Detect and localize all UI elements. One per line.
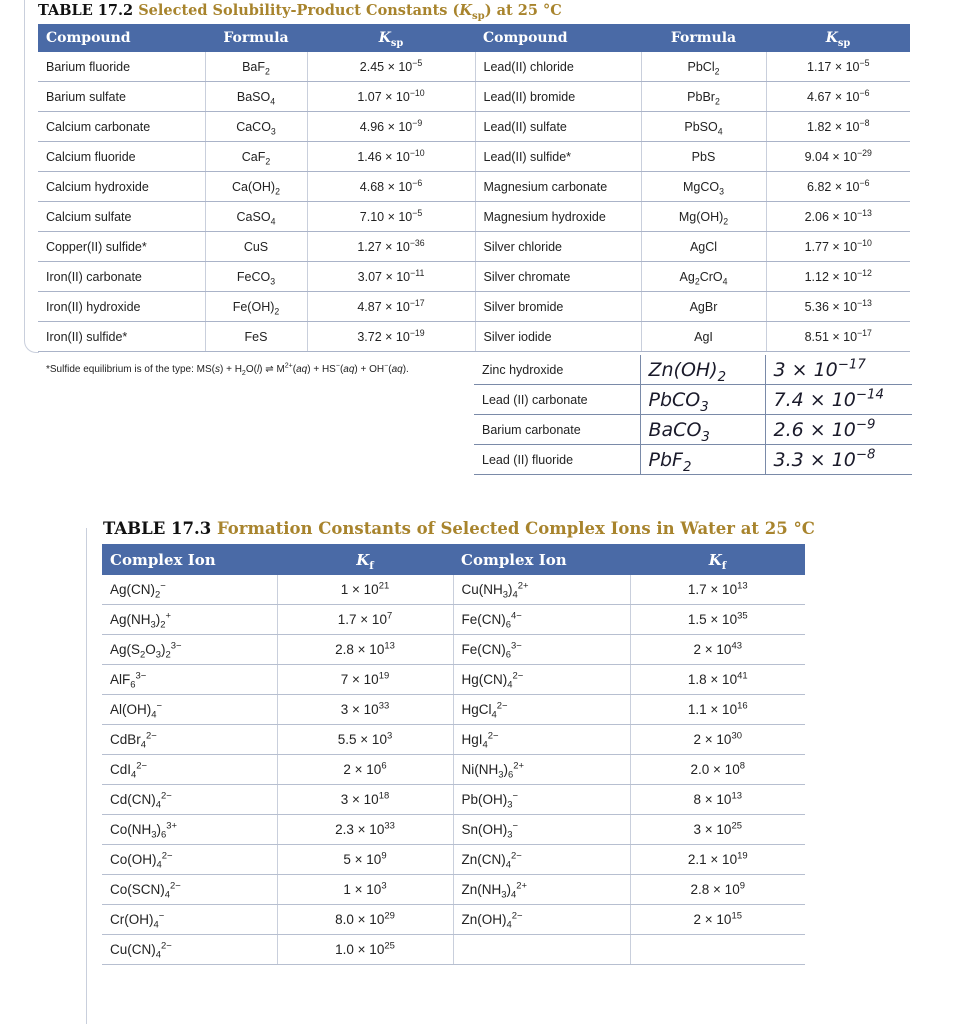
handwritten-formula: PbF$_2$ xyxy=(640,445,765,475)
ksp-cell: $9.04 \times 10^{-29}$ xyxy=(766,142,910,172)
compound-cell: Magnesium carbonate xyxy=(475,172,641,202)
formula-cell: BaF$_2$ xyxy=(205,52,307,82)
handwritten-formula: BaCO$_3$ xyxy=(640,415,765,445)
complex-ion-cell: $Ag(CN)_2^-$ xyxy=(102,575,277,605)
complex-ion-cell: $Al(OH)_4^-$ xyxy=(102,695,277,725)
handwritten-ksp: $3 \times 10^{-17}$ xyxy=(765,355,912,385)
handwritten-row xyxy=(474,355,912,385)
complex-ion-cell: HgI$_4^{2-}$ xyxy=(453,725,630,755)
formula-cell: FeCO$_3$ xyxy=(205,262,307,292)
complex-ion-cell: $Zn(OH)_4^{2-}$ xyxy=(453,905,630,935)
handwritten-row xyxy=(474,445,912,475)
table-row xyxy=(38,82,910,112)
compound-cell: Calcium sulfate xyxy=(38,202,205,232)
complex-ion-cell: CdBr$_4^{2-}$ xyxy=(102,725,277,755)
kf-cell: $8.0 \times 10^{29}$ xyxy=(277,905,453,935)
kf-cell: $8 \times 10^{13}$ xyxy=(630,785,805,815)
compound-cell: Lead(II) sulfate xyxy=(475,112,641,142)
handwritten-extension-table xyxy=(474,355,912,475)
kf-cell: $1.7 \times 10^7$ xyxy=(277,605,453,635)
table-row xyxy=(102,725,805,755)
table-row xyxy=(38,262,910,292)
ksp-cell: $1.77 \times 10^{-10}$ xyxy=(766,232,910,262)
ksp-cell: $6.82 \times 10^{-6}$ xyxy=(766,172,910,202)
formula-cell: PbS xyxy=(641,142,766,172)
table-17-3 xyxy=(102,544,805,965)
kf-cell: $7 \times 10^{19}$ xyxy=(277,665,453,695)
compound-cell: Lead (II) fluoride xyxy=(474,445,640,475)
formula-cell: PbSO$_4$ xyxy=(641,112,766,142)
complex-ion-cell: $Sn(OH)_3^-$ xyxy=(453,815,630,845)
compound-cell: Lead(II) chloride xyxy=(475,52,641,82)
table-row xyxy=(102,635,805,665)
formula-cell: $Ag_2CrO_4$ xyxy=(641,262,766,292)
compound-cell: Barium carbonate xyxy=(474,415,640,445)
table-17-2-title: TABLE 17.2 Selected Solubility-Product Constants $(K_{sp})$ at 25 °C xyxy=(38,2,562,22)
ksp-cell: $4.87 \times 10^{-17}$ xyxy=(307,292,475,322)
complex-ion-cell: $Fe(CN)_6^{3-}$ xyxy=(453,635,630,665)
table-row xyxy=(102,935,805,965)
compound-cell: Lead(II) sulfide* xyxy=(475,142,641,172)
table-row xyxy=(38,142,910,172)
kf-cell: $1.1 \times 10^{16}$ xyxy=(630,695,805,725)
kf-cell: $1.7 \times 10^{13}$ xyxy=(630,575,805,605)
kf-cell: $3 \times 10^{18}$ xyxy=(277,785,453,815)
kf-cell: $2 \times 10^{30}$ xyxy=(630,725,805,755)
formula-cell: CuS xyxy=(205,232,307,262)
formula-cell: AgCl xyxy=(641,232,766,262)
table-header-row xyxy=(102,544,805,575)
compound-cell: Barium sulfate xyxy=(38,82,205,112)
table-row xyxy=(102,695,805,725)
ksp-cell: $4.68 \times 10^{-6}$ xyxy=(307,172,475,202)
complex-ion-cell: $Co(NH_3)_6^{3+}$ xyxy=(102,815,277,845)
col-kf-2: $K_f$ xyxy=(630,544,805,575)
ksp-cell: $1.82 \times 10^{-8}$ xyxy=(766,112,910,142)
handwritten-ksp: $7.4 \times 10^{-14}$ xyxy=(765,385,912,415)
col-formula-2: Formula xyxy=(641,24,766,52)
formula-cell: FeS xyxy=(205,322,307,352)
compound-cell: Iron(II) sulfide* xyxy=(38,322,205,352)
compound-cell: Iron(II) carbonate xyxy=(38,262,205,292)
table-row xyxy=(102,815,805,845)
complex-ion-cell: $Ag(NH_3)_2^+$ xyxy=(102,605,277,635)
compound-cell: Lead (II) carbonate xyxy=(474,385,640,415)
handwritten-row xyxy=(474,385,912,415)
compound-cell: Copper(II) sulfide* xyxy=(38,232,205,262)
formula-cell: CaF$_2$ xyxy=(205,142,307,172)
compound-cell: Zinc hydroxide xyxy=(474,355,640,385)
kf-cell: $1 \times 10^{21}$ xyxy=(277,575,453,605)
complex-ion-cell: $Hg(CN)_4^{2-}$ xyxy=(453,665,630,695)
compound-cell: Iron(II) hydroxide xyxy=(38,292,205,322)
kf-cell: $3 \times 10^{33}$ xyxy=(277,695,453,725)
compound-cell: Silver chloride xyxy=(475,232,641,262)
table-17-3-title: TABLE 17.3 Formation Constants of Selected Complex Ions in Water at 25 °C xyxy=(103,519,815,538)
kf-cell: $5 \times 10^9$ xyxy=(277,845,453,875)
compound-cell: Silver chromate xyxy=(475,262,641,292)
table-17-2 xyxy=(38,24,910,352)
kf-cell: $2.8 \times 10^{13}$ xyxy=(277,635,453,665)
compound-cell: Calcium carbonate xyxy=(38,112,205,142)
complex-ion-cell: $Cu(NH_3)_4^{2+}$ xyxy=(453,575,630,605)
ksp-cell: $5.36 \times 10^{-13}$ xyxy=(766,292,910,322)
kf-cell: $1 \times 10^3$ xyxy=(277,875,453,905)
ksp-cell: $2.06 \times 10^{-13}$ xyxy=(766,202,910,232)
complex-ion-cell: $Zn(CN)_4^{2-}$ xyxy=(453,845,630,875)
col-ksp: $K_{sp}$ xyxy=(307,24,475,52)
complex-ion-cell: $Co(OH)_4^{2-}$ xyxy=(102,845,277,875)
formula-cell: PbBr$_2$ xyxy=(641,82,766,112)
handwritten-ksp: $2.6 \times 10^{-9}$ xyxy=(765,415,912,445)
formula-cell: AgI xyxy=(641,322,766,352)
kf-cell: $1.0 \times 10^{25}$ xyxy=(277,935,453,965)
formula-cell: MgCO$_3$ xyxy=(641,172,766,202)
ksp-cell: $8.51 \times 10^{-17}$ xyxy=(766,322,910,352)
kf-cell xyxy=(630,935,805,965)
kf-cell: $2 \times 10^{15}$ xyxy=(630,905,805,935)
kf-cell: $2.3 \times 10^{33}$ xyxy=(277,815,453,845)
table-row xyxy=(102,665,805,695)
ksp-cell: $1.27 \times 10^{-36}$ xyxy=(307,232,475,262)
table-row xyxy=(38,292,910,322)
complex-ion-cell xyxy=(453,935,630,965)
complex-ion-cell: HgCl$_4^{2-}$ xyxy=(453,695,630,725)
kf-cell: $1.8 \times 10^{41}$ xyxy=(630,665,805,695)
formula-cell: CaSO$_4$ xyxy=(205,202,307,232)
col-kf: $K_f$ xyxy=(277,544,453,575)
kf-cell: $2 \times 10^{43}$ xyxy=(630,635,805,665)
table-17-2-frame xyxy=(24,0,39,353)
handwritten-formula: $Zn(OH)_2$ xyxy=(640,355,765,385)
ksp-cell: $1.17 \times 10^{-5}$ xyxy=(766,52,910,82)
col-complex-ion-2: Complex Ion xyxy=(453,544,630,575)
complex-ion-cell: $Fe(CN)_6^{4-}$ xyxy=(453,605,630,635)
compound-cell: Barium fluoride xyxy=(38,52,205,82)
complex-ion-cell: $Ni(NH_3)_6^{2+}$ xyxy=(453,755,630,785)
table-row xyxy=(38,172,910,202)
table-row xyxy=(38,232,910,262)
table-row xyxy=(38,52,910,82)
ksp-cell: $4.67 \times 10^{-6}$ xyxy=(766,82,910,112)
complex-ion-cell: AlF$_6^{3-}$ xyxy=(102,665,277,695)
complex-ion-cell: $Co(SCN)_4^{2-}$ xyxy=(102,875,277,905)
table-17-2-title-text: Selected Solubility-Product Constants $(K_{sp})$ at 25 °C xyxy=(138,2,562,22)
formula-cell: $Mg(OH)_2$ xyxy=(641,202,766,232)
complex-ion-cell: $Cr(OH)_4^-$ xyxy=(102,905,277,935)
table-row xyxy=(38,202,910,232)
sulfide-footnote: *Sulfide equilibrium is of the type: $MS(s) + H_2O(l)$ ⇌ $M^{2+}(aq) + HS^-(aq) + OH^-(aq)$. xyxy=(46,362,409,377)
compound-cell: Magnesium hydroxide xyxy=(475,202,641,232)
table-row xyxy=(102,905,805,935)
ksp-cell: $3.72 \times 10^{-19}$ xyxy=(307,322,475,352)
kf-cell: $2.1 \times 10^{19}$ xyxy=(630,845,805,875)
ksp-cell: $1.07 \times 10^{-10}$ xyxy=(307,82,475,112)
table-row xyxy=(102,785,805,815)
formula-cell: CaCO$_3$ xyxy=(205,112,307,142)
complex-ion-cell: $Cu(CN)_4^{2-}$ xyxy=(102,935,277,965)
table-header-row xyxy=(38,24,910,52)
ksp-cell: $7.10 \times 10^{-5}$ xyxy=(307,202,475,232)
complex-ion-cell: $Cd(CN)_4^{2-}$ xyxy=(102,785,277,815)
table-row xyxy=(102,575,805,605)
complex-ion-cell: $Pb(OH)_3^-$ xyxy=(453,785,630,815)
formula-cell: PbCl$_2$ xyxy=(641,52,766,82)
table-row xyxy=(102,605,805,635)
compound-cell: Silver bromide xyxy=(475,292,641,322)
kf-cell: $2 \times 10^6$ xyxy=(277,755,453,785)
handwritten-row xyxy=(474,415,912,445)
handwritten-formula: PbCO$_3$ xyxy=(640,385,765,415)
ksp-cell: $1.12 \times 10^{-12}$ xyxy=(766,262,910,292)
compound-cell: Calcium fluoride xyxy=(38,142,205,172)
kf-cell: $1.5 \times 10^{35}$ xyxy=(630,605,805,635)
table-row xyxy=(38,112,910,142)
kf-cell: $3 \times 10^{25}$ xyxy=(630,815,805,845)
compound-cell: Calcium hydroxide xyxy=(38,172,205,202)
complex-ion-cell: $Ag(S_2O_3)_2^{3-}$ xyxy=(102,635,277,665)
ksp-cell: $2.45 \times 10^{-5}$ xyxy=(307,52,475,82)
handwritten-ksp: $3.3 \times 10^{-8}$ xyxy=(765,445,912,475)
table-17-3-frame xyxy=(86,528,101,1024)
formula-cell: BaSO$_4$ xyxy=(205,82,307,112)
col-compound-2: Compound xyxy=(475,24,641,52)
kf-cell: $5.5 \times 10^3$ xyxy=(277,725,453,755)
table-row xyxy=(102,755,805,785)
complex-ion-cell: CdI$_4^{2-}$ xyxy=(102,755,277,785)
col-complex-ion: Complex Ion xyxy=(102,544,277,575)
col-compound: Compound xyxy=(38,24,205,52)
table-row xyxy=(102,845,805,875)
table-row xyxy=(38,322,910,352)
col-ksp-2: $K_{sp}$ xyxy=(766,24,910,52)
kf-cell: $2.8 \times 10^9$ xyxy=(630,875,805,905)
ksp-cell: $1.46 \times 10^{-10}$ xyxy=(307,142,475,172)
ksp-cell: $3.07 \times 10^{-11}$ xyxy=(307,262,475,292)
table-row xyxy=(102,875,805,905)
ksp-cell: $4.96 \times 10^{-9}$ xyxy=(307,112,475,142)
formula-cell: AgBr xyxy=(641,292,766,322)
compound-cell: Lead(II) bromide xyxy=(475,82,641,112)
col-formula: Formula xyxy=(205,24,307,52)
compound-cell: Silver iodide xyxy=(475,322,641,352)
kf-cell: $2.0 \times 10^8$ xyxy=(630,755,805,785)
formula-cell: $Ca(OH)_2$ xyxy=(205,172,307,202)
complex-ion-cell: $Zn(NH_3)_4^{2+}$ xyxy=(453,875,630,905)
formula-cell: $Fe(OH)_2$ xyxy=(205,292,307,322)
